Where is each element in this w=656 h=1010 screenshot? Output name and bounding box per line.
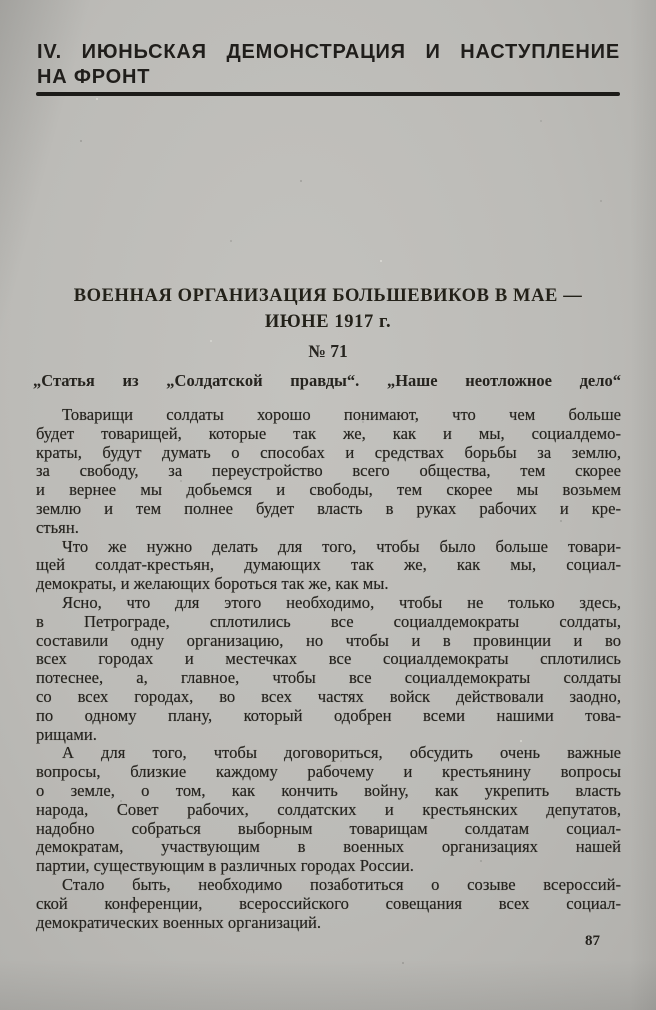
document-subtitle: „Статья из „Солдатской правды“. „Наше неотложное дело“ <box>33 371 621 390</box>
text-line: всех городах и местечках все социалдемократы сплотились <box>36 649 621 669</box>
text-line: потеснее, а, главное, чтобы все социалдемократы солдаты <box>36 668 621 688</box>
text-line: и вернее мы добьемся и свободы, тем скорее мы возьмем <box>36 480 621 500</box>
text-line: краты, будут думать о способах и средствах борьбы за землю, <box>36 442 621 462</box>
paragraph <box>36 594 621 744</box>
text-line: народа, Совет рабочих, солдатских и крестьянских депутатов, <box>36 799 621 819</box>
document-title <box>36 283 620 335</box>
page-number: 87 <box>585 933 600 949</box>
text-line: будет товарищей, которые так же, как и мы, социалдемо- <box>36 423 621 443</box>
text-line: стьян. <box>36 517 79 537</box>
chapter-header <box>37 40 620 90</box>
text-line: партии, существующим в различных городах России. <box>36 856 414 876</box>
text-line: щей солдат-крестьян, думающих так же, как мы, социал- <box>36 555 621 575</box>
document-title-line2: ИЮНЕ 1917 г. <box>264 312 392 332</box>
body-text <box>36 406 621 932</box>
text-line: демократы, и желающих бороться так же, как мы. <box>36 574 389 594</box>
paragraph <box>36 406 621 538</box>
paragraph <box>36 876 621 932</box>
document-title-line1: ВОЕННАЯ ОРГАНИЗАЦИЯ БОЛЬШЕВИКОВ В МАЕ — <box>73 286 583 306</box>
text-line: ской конференции, всероссийского совещания всех социал- <box>36 893 621 913</box>
text-line: о земле, о том, как кончить войну, как укрепить власть <box>36 780 621 800</box>
text-line: в Петрограде, сплотились все социалдемократы солдаты, <box>36 611 621 631</box>
text-line: А для того, чтобы договориться, обсудить очень важные <box>62 743 621 763</box>
chapter-header-line1: IV. ИЮНЬСКАЯ ДЕМОНСТРАЦИЯ И НАСТУПЛЕНИЕ <box>37 41 620 63</box>
text-line: надобно собраться выборным товарищам солдатам социал- <box>36 818 621 838</box>
text-line: Стало быть, необходимо позаботиться о созыве всероссий- <box>62 874 621 894</box>
text-line: по одному плану, который одобрен всеми нашими това- <box>36 705 621 725</box>
text-line: демократам, участвующим в военных организациях нашей <box>36 837 621 857</box>
paragraph <box>36 538 621 594</box>
text-line: землю и тем полнее будет власть в руках рабочих и кре- <box>36 498 621 518</box>
chapter-header-line2: НА ФРОНТ <box>37 66 151 88</box>
text-line: за свободу, за переустройство всего общества, тем скорее <box>36 461 621 481</box>
text-line: Товарищи солдаты хорошо понимают, что чем больше <box>62 405 621 424</box>
text-line: Ясно, что для этого необходимо, чтобы не только здесь, <box>62 592 621 612</box>
text-line: Что же нужно делать для того, чтобы было больше товари- <box>62 536 621 556</box>
paragraph <box>36 744 621 876</box>
text-line: вопросы, близкие каждому рабочему и крестьянину вопросы <box>36 762 621 782</box>
text-line: рищами. <box>36 724 97 744</box>
text-line: со всех городах, во всех частях войск действовали заодно, <box>36 686 621 706</box>
text-line: демократических военных организаций. <box>36 912 322 932</box>
text-line: составили одну организацию, но чтобы и в провинции и во <box>36 630 621 650</box>
header-rule <box>36 92 620 96</box>
document-number: № 71 <box>308 341 348 361</box>
